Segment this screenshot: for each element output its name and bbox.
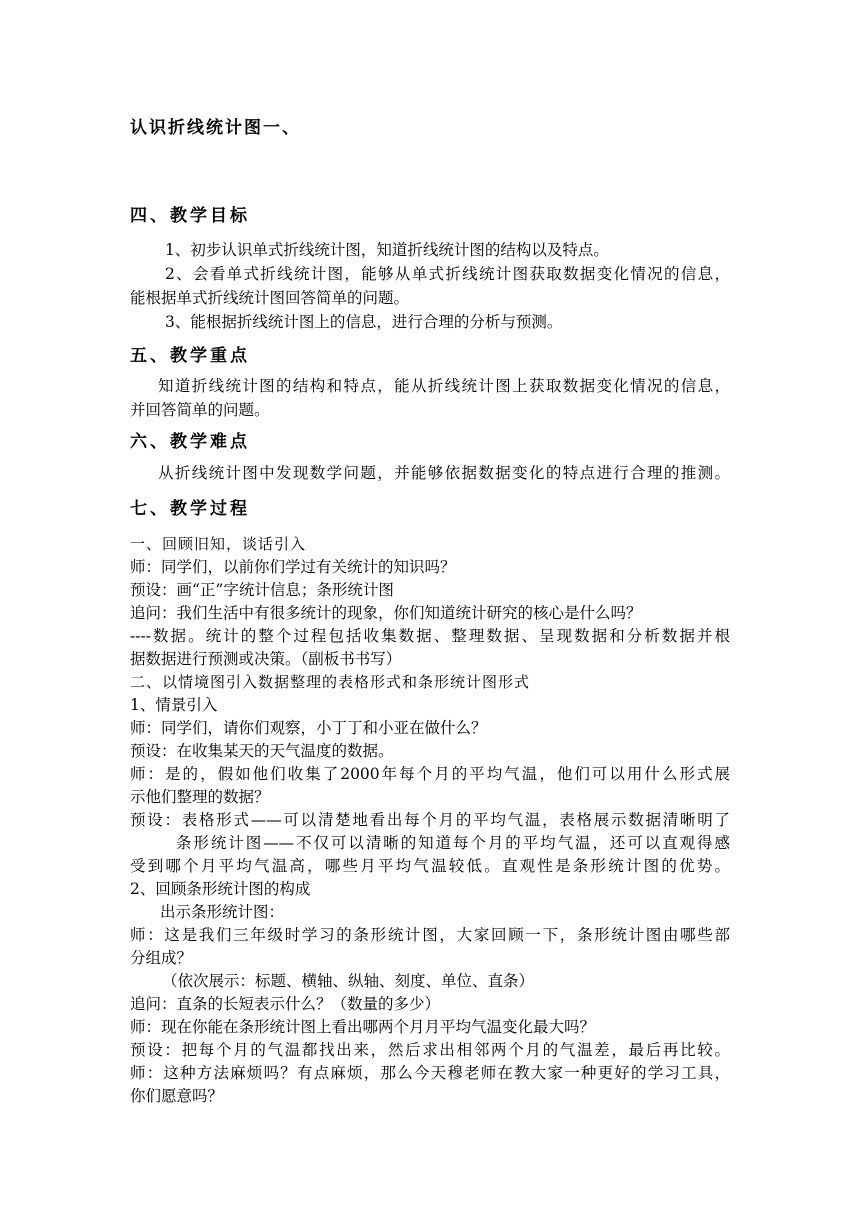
process-line: 师：同学们，请你们观察，小丁丁和小亚在做什么？ [130, 719, 487, 737]
process-line: 预设：把每个月的气温都找出来，然后求出相邻两个月的气温差，最后再比较。 [130, 1041, 730, 1059]
process-line: 师：这是我们三年级时学习的条形统计图，大家回顾一下，条形统计图由哪些部 [130, 926, 730, 944]
process-line: （依次展示：标题、横轴、纵轴、刻度、单位、直条） [162, 972, 535, 990]
process-line: 师：同学们，以前你们学过有关统计的知识吗？ [130, 558, 456, 576]
process-line: 据数据进行预测或决策。（副板书书写） [130, 650, 402, 668]
objective-1: 1、初步认识单式折线统计图，知道折线统计图的结构以及特点。 [165, 241, 609, 259]
process-subheading-1: 一、回顾旧知，谈话引入 [130, 535, 307, 553]
process-line: 条形统计图——不仅可以清晰的知道每个月的平均气温，还可以直观得感 [176, 834, 730, 852]
process-line: 师：这种方法麻烦吗？有点麻烦，那么今天穆老师在教大家一种更好的学习工具， [130, 1064, 730, 1082]
key-points-line-1: 知道折线统计图的结构和特点，能从折线统计图上获取数据变化情况的信息， [158, 377, 730, 395]
section-heading-difficulties: 六、教学难点 [130, 432, 250, 452]
process-line: 2、回顾条形统计图的构成 [130, 880, 311, 898]
objective-3: 3、能根据折线统计图上的信息，进行合理的分析与预测。 [165, 313, 563, 331]
process-line: 分组成？ [130, 949, 193, 967]
key-points-line-2: 并回答简单的问题。 [130, 401, 270, 419]
document-title: 认识折线统计图一、 [130, 118, 301, 138]
process-line: 预设：在收集某天的天气温度的数据。 [130, 742, 394, 760]
process-line: 追问：我们生活中有很多统计的现象，你们知道统计研究的核心是什么吗？ [130, 604, 642, 622]
process-line: 你们愿意吗？ [130, 1087, 224, 1105]
objective-2-line-1: 2、会看单式折线统计图，能够从单式折线统计图获取数据变化情况的信息， [165, 265, 730, 283]
process-line: 师：是的，假如他们收集了2000年每个月的平均气温，他们可以用什么形式展 [130, 765, 730, 783]
difficulties-text: 从折线统计图中发现数学问题，并能够依据数据变化的特点进行合理的推测。 [158, 464, 730, 482]
process-line: 示他们整理的数据？ [130, 788, 270, 806]
process-line: ----数据。统计的整个过程包括收集数据、整理数据、呈现数据和分析数据并根 [130, 627, 730, 645]
process-line: 受到哪个月平均气温高，哪些月平均气温较低。直观性是条形统计图的优势。 [130, 857, 730, 875]
process-subheading-2: 二、以情境图引入数据整理的表格形式和条形统计图形式 [130, 673, 531, 691]
process-line: 1、情景引入 [130, 696, 218, 714]
objective-2-line-2: 能根据单式折线统计图回答简单的问题。 [130, 289, 410, 307]
process-line: 师：现在你能在条形统计图上看出哪两个月月平均气温变化最大吗？ [130, 1018, 596, 1036]
section-heading-key-points: 五、教学重点 [130, 346, 250, 366]
process-line: 追问：直条的长短表示什么？（数量的多少） [130, 995, 441, 1013]
process-line: 出示条形统计图： [160, 903, 285, 921]
process-line: 预设：画“正”字统计信息；条形统计图 [130, 581, 394, 599]
section-heading-process: 七、教学过程 [130, 499, 250, 519]
process-line: 预设：表格形式——可以清楚地看出每个月的平均气温，表格展示数据清晰明了 [130, 811, 730, 829]
section-heading-objectives: 四、教学目标 [130, 206, 250, 226]
